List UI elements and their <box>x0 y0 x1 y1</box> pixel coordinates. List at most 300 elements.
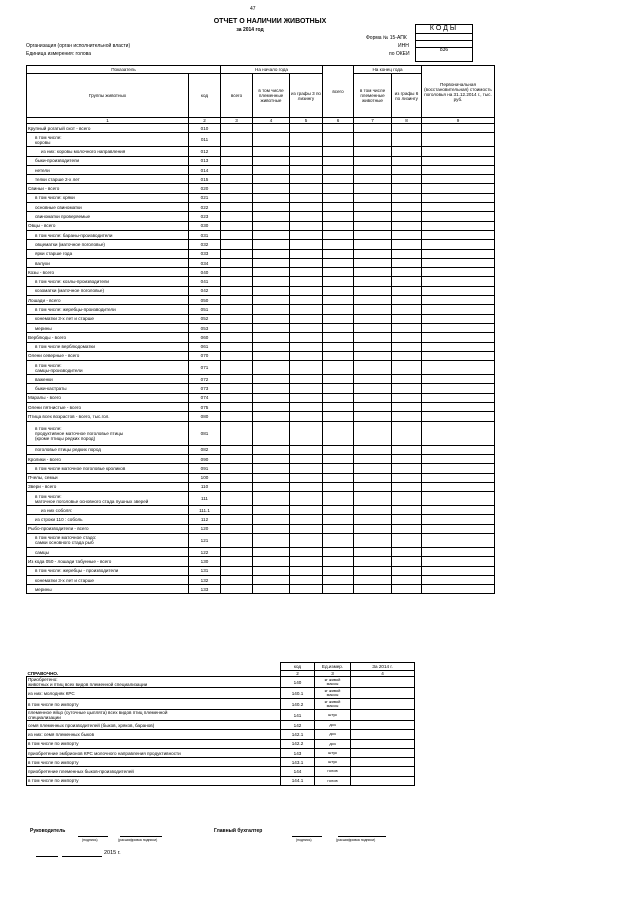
value-cell[interactable] <box>290 473 323 482</box>
value-cell[interactable] <box>392 445 422 454</box>
value-cell[interactable] <box>422 482 495 491</box>
value-cell[interactable] <box>392 193 422 202</box>
value-cell[interactable] <box>290 323 323 332</box>
value-cell[interactable] <box>392 156 422 165</box>
value-cell[interactable] <box>253 585 290 594</box>
value-cell[interactable] <box>392 240 422 249</box>
value-cell[interactable] <box>392 184 422 193</box>
value-cell[interactable] <box>422 305 495 314</box>
value-cell[interactable] <box>323 575 354 584</box>
value-cell[interactable] <box>290 175 323 184</box>
value-cell[interactable] <box>290 412 323 421</box>
value-cell[interactable] <box>354 286 392 295</box>
value-cell[interactable] <box>354 240 392 249</box>
value-cell[interactable] <box>422 445 495 454</box>
value-cell[interactable] <box>290 165 323 174</box>
value-cell[interactable] <box>392 286 422 295</box>
value-cell[interactable] <box>290 230 323 239</box>
value-cell[interactable] <box>323 547 354 556</box>
value-cell[interactable] <box>392 384 422 393</box>
value-cell[interactable] <box>290 351 323 360</box>
ref-value-cell[interactable] <box>351 710 415 721</box>
value-cell[interactable] <box>323 258 354 267</box>
value-cell[interactable] <box>392 492 422 506</box>
value-cell[interactable] <box>221 361 253 375</box>
value-cell[interactable] <box>354 193 392 202</box>
value-cell[interactable] <box>392 393 422 402</box>
value-cell[interactable] <box>323 124 354 133</box>
value-cell[interactable] <box>354 566 392 575</box>
value-cell[interactable] <box>392 412 422 421</box>
value-cell[interactable] <box>290 156 323 165</box>
value-cell[interactable] <box>392 482 422 491</box>
value-cell[interactable] <box>422 258 495 267</box>
value-cell[interactable] <box>354 333 392 342</box>
value-cell[interactable] <box>422 165 495 174</box>
value-cell[interactable] <box>221 412 253 421</box>
value-cell[interactable] <box>392 566 422 575</box>
value-cell[interactable] <box>290 361 323 375</box>
value-cell[interactable] <box>221 421 253 445</box>
value-cell[interactable] <box>323 165 354 174</box>
value-cell[interactable] <box>221 305 253 314</box>
value-cell[interactable] <box>422 342 495 351</box>
value-cell[interactable] <box>323 305 354 314</box>
value-cell[interactable] <box>392 515 422 524</box>
value-cell[interactable] <box>290 133 323 147</box>
value-cell[interactable] <box>392 533 422 547</box>
value-cell[interactable] <box>290 240 323 249</box>
value-cell[interactable] <box>253 249 290 258</box>
value-cell[interactable] <box>422 464 495 473</box>
value-cell[interactable] <box>323 296 354 305</box>
value-cell[interactable] <box>354 473 392 482</box>
value-cell[interactable] <box>354 351 392 360</box>
value-cell[interactable] <box>290 249 323 258</box>
value-cell[interactable] <box>354 133 392 147</box>
value-cell[interactable] <box>221 515 253 524</box>
value-cell[interactable] <box>354 175 392 184</box>
value-cell[interactable] <box>221 506 253 515</box>
value-cell[interactable] <box>354 249 392 258</box>
value-cell[interactable] <box>392 342 422 351</box>
value-cell[interactable] <box>422 212 495 221</box>
value-cell[interactable] <box>221 286 253 295</box>
value-cell[interactable] <box>221 240 253 249</box>
value-cell[interactable] <box>323 277 354 286</box>
value-cell[interactable] <box>354 445 392 454</box>
value-cell[interactable] <box>290 403 323 412</box>
value-cell[interactable] <box>323 421 354 445</box>
value-cell[interactable] <box>392 203 422 212</box>
value-cell[interactable] <box>422 547 495 556</box>
value-cell[interactable] <box>290 212 323 221</box>
value-cell[interactable] <box>392 421 422 445</box>
value-cell[interactable] <box>221 557 253 566</box>
value-cell[interactable] <box>253 323 290 332</box>
value-cell[interactable] <box>392 212 422 221</box>
value-cell[interactable] <box>253 384 290 393</box>
value-cell[interactable] <box>290 124 323 133</box>
value-cell[interactable] <box>323 286 354 295</box>
value-cell[interactable] <box>323 375 354 384</box>
value-cell[interactable] <box>422 575 495 584</box>
value-cell[interactable] <box>253 296 290 305</box>
value-cell[interactable] <box>290 482 323 491</box>
value-cell[interactable] <box>392 403 422 412</box>
value-cell[interactable] <box>323 384 354 393</box>
value-cell[interactable] <box>290 342 323 351</box>
value-cell[interactable] <box>253 533 290 547</box>
value-cell[interactable] <box>221 333 253 342</box>
value-cell[interactable] <box>290 268 323 277</box>
value-cell[interactable] <box>323 361 354 375</box>
value-cell[interactable] <box>290 375 323 384</box>
value-cell[interactable] <box>290 333 323 342</box>
value-cell[interactable] <box>221 175 253 184</box>
value-cell[interactable] <box>392 314 422 323</box>
value-cell[interactable] <box>221 393 253 402</box>
value-cell[interactable] <box>290 533 323 547</box>
value-cell[interactable] <box>392 268 422 277</box>
value-cell[interactable] <box>253 124 290 133</box>
value-cell[interactable] <box>354 454 392 463</box>
value-cell[interactable] <box>392 230 422 239</box>
value-cell[interactable] <box>290 524 323 533</box>
value-cell[interactable] <box>221 203 253 212</box>
value-cell[interactable] <box>290 305 323 314</box>
value-cell[interactable] <box>422 240 495 249</box>
value-cell[interactable] <box>422 454 495 463</box>
value-cell[interactable] <box>392 221 422 230</box>
value-cell[interactable] <box>422 524 495 533</box>
value-cell[interactable] <box>323 314 354 323</box>
value-cell[interactable] <box>290 506 323 515</box>
value-cell[interactable] <box>422 533 495 547</box>
date-day-line[interactable] <box>36 856 58 857</box>
value-cell[interactable] <box>253 258 290 267</box>
value-cell[interactable] <box>354 515 392 524</box>
value-cell[interactable] <box>253 193 290 202</box>
value-cell[interactable] <box>253 375 290 384</box>
value-cell[interactable] <box>323 492 354 506</box>
ref-value-cell[interactable] <box>351 721 415 730</box>
value-cell[interactable] <box>290 566 323 575</box>
value-cell[interactable] <box>221 464 253 473</box>
value-cell[interactable] <box>221 184 253 193</box>
value-cell[interactable] <box>422 203 495 212</box>
ref-value-cell[interactable] <box>351 699 415 710</box>
value-cell[interactable] <box>422 249 495 258</box>
ref-value-cell[interactable] <box>351 758 415 767</box>
value-cell[interactable] <box>422 361 495 375</box>
value-cell[interactable] <box>422 175 495 184</box>
accountant-name-line[interactable] <box>338 836 386 837</box>
value-cell[interactable] <box>354 403 392 412</box>
date-month-line[interactable] <box>62 856 102 857</box>
value-cell[interactable] <box>221 296 253 305</box>
value-cell[interactable] <box>323 333 354 342</box>
value-cell[interactable] <box>422 124 495 133</box>
value-cell[interactable] <box>253 393 290 402</box>
value-cell[interactable] <box>221 566 253 575</box>
value-cell[interactable] <box>253 412 290 421</box>
value-cell[interactable] <box>323 221 354 230</box>
value-cell[interactable] <box>253 268 290 277</box>
value-cell[interactable] <box>253 351 290 360</box>
value-cell[interactable] <box>253 575 290 584</box>
value-cell[interactable] <box>354 212 392 221</box>
value-cell[interactable] <box>221 342 253 351</box>
value-cell[interactable] <box>422 585 495 594</box>
value-cell[interactable] <box>392 175 422 184</box>
value-cell[interactable] <box>323 203 354 212</box>
value-cell[interactable] <box>392 249 422 258</box>
value-cell[interactable] <box>323 515 354 524</box>
value-cell[interactable] <box>323 147 354 156</box>
value-cell[interactable] <box>221 230 253 239</box>
value-cell[interactable] <box>253 286 290 295</box>
value-cell[interactable] <box>422 230 495 239</box>
value-cell[interactable] <box>354 277 392 286</box>
value-cell[interactable] <box>253 333 290 342</box>
value-cell[interactable] <box>392 351 422 360</box>
value-cell[interactable] <box>392 165 422 174</box>
value-cell[interactable] <box>290 221 323 230</box>
value-cell[interactable] <box>422 286 495 295</box>
value-cell[interactable] <box>221 156 253 165</box>
value-cell[interactable] <box>221 124 253 133</box>
value-cell[interactable] <box>323 566 354 575</box>
value-cell[interactable] <box>253 156 290 165</box>
value-cell[interactable] <box>221 147 253 156</box>
value-cell[interactable] <box>253 221 290 230</box>
value-cell[interactable] <box>422 314 495 323</box>
value-cell[interactable] <box>323 445 354 454</box>
value-cell[interactable] <box>422 323 495 332</box>
value-cell[interactable] <box>253 473 290 482</box>
value-cell[interactable] <box>422 375 495 384</box>
value-cell[interactable] <box>354 575 392 584</box>
value-cell[interactable] <box>323 212 354 221</box>
value-cell[interactable] <box>392 258 422 267</box>
value-cell[interactable] <box>221 575 253 584</box>
value-cell[interactable] <box>290 296 323 305</box>
value-cell[interactable] <box>323 412 354 421</box>
value-cell[interactable] <box>253 454 290 463</box>
ref-value-cell[interactable] <box>351 739 415 748</box>
ref-value-cell[interactable] <box>351 677 415 688</box>
value-cell[interactable] <box>253 184 290 193</box>
value-cell[interactable] <box>323 473 354 482</box>
value-cell[interactable] <box>253 557 290 566</box>
value-cell[interactable] <box>253 506 290 515</box>
value-cell[interactable] <box>221 524 253 533</box>
ref-value-cell[interactable] <box>351 730 415 739</box>
value-cell[interactable] <box>253 240 290 249</box>
value-cell[interactable] <box>253 277 290 286</box>
value-cell[interactable] <box>392 557 422 566</box>
value-cell[interactable] <box>354 375 392 384</box>
value-cell[interactable] <box>422 333 495 342</box>
value-cell[interactable] <box>354 492 392 506</box>
value-cell[interactable] <box>392 506 422 515</box>
value-cell[interactable] <box>253 515 290 524</box>
value-cell[interactable] <box>290 314 323 323</box>
accountant-sign-line[interactable] <box>292 836 322 837</box>
value-cell[interactable] <box>392 305 422 314</box>
value-cell[interactable] <box>253 524 290 533</box>
value-cell[interactable] <box>253 305 290 314</box>
value-cell[interactable] <box>354 421 392 445</box>
value-cell[interactable] <box>221 445 253 454</box>
value-cell[interactable] <box>392 464 422 473</box>
value-cell[interactable] <box>323 506 354 515</box>
value-cell[interactable] <box>323 133 354 147</box>
value-cell[interactable] <box>354 314 392 323</box>
value-cell[interactable] <box>422 384 495 393</box>
value-cell[interactable] <box>323 533 354 547</box>
value-cell[interactable] <box>221 165 253 174</box>
value-cell[interactable] <box>221 547 253 556</box>
value-cell[interactable] <box>290 147 323 156</box>
value-cell[interactable] <box>422 351 495 360</box>
value-cell[interactable] <box>422 193 495 202</box>
value-cell[interactable] <box>323 193 354 202</box>
value-cell[interactable] <box>253 133 290 147</box>
value-cell[interactable] <box>221 351 253 360</box>
value-cell[interactable] <box>323 342 354 351</box>
ref-value-cell[interactable] <box>351 748 415 757</box>
value-cell[interactable] <box>290 203 323 212</box>
value-cell[interactable] <box>253 203 290 212</box>
value-cell[interactable] <box>354 361 392 375</box>
value-cell[interactable] <box>323 524 354 533</box>
value-cell[interactable] <box>253 165 290 174</box>
value-cell[interactable] <box>290 445 323 454</box>
value-cell[interactable] <box>323 249 354 258</box>
value-cell[interactable] <box>221 492 253 506</box>
value-cell[interactable] <box>323 268 354 277</box>
value-cell[interactable] <box>253 230 290 239</box>
value-cell[interactable] <box>422 506 495 515</box>
value-cell[interactable] <box>422 156 495 165</box>
value-cell[interactable] <box>221 258 253 267</box>
value-cell[interactable] <box>253 403 290 412</box>
value-cell[interactable] <box>221 473 253 482</box>
value-cell[interactable] <box>354 203 392 212</box>
value-cell[interactable] <box>422 557 495 566</box>
head-name-line[interactable] <box>120 836 162 837</box>
value-cell[interactable] <box>221 314 253 323</box>
value-cell[interactable] <box>221 193 253 202</box>
value-cell[interactable] <box>253 547 290 556</box>
ref-value-cell[interactable] <box>351 776 415 785</box>
value-cell[interactable] <box>422 515 495 524</box>
value-cell[interactable] <box>422 421 495 445</box>
value-cell[interactable] <box>253 492 290 506</box>
value-cell[interactable] <box>221 454 253 463</box>
value-cell[interactable] <box>253 147 290 156</box>
value-cell[interactable] <box>323 156 354 165</box>
value-cell[interactable] <box>392 547 422 556</box>
ref-value-cell[interactable] <box>351 767 415 776</box>
value-cell[interactable] <box>253 464 290 473</box>
value-cell[interactable] <box>253 342 290 351</box>
value-cell[interactable] <box>422 268 495 277</box>
head-sign-line[interactable] <box>78 836 108 837</box>
value-cell[interactable] <box>290 547 323 556</box>
value-cell[interactable] <box>253 175 290 184</box>
value-cell[interactable] <box>290 384 323 393</box>
value-cell[interactable] <box>290 492 323 506</box>
ref-value-cell[interactable] <box>351 688 415 699</box>
value-cell[interactable] <box>253 314 290 323</box>
value-cell[interactable] <box>392 277 422 286</box>
value-cell[interactable] <box>290 421 323 445</box>
value-cell[interactable] <box>253 482 290 491</box>
value-cell[interactable] <box>221 323 253 332</box>
value-cell[interactable] <box>422 412 495 421</box>
value-cell[interactable] <box>221 249 253 258</box>
value-cell[interactable] <box>392 361 422 375</box>
value-cell[interactable] <box>354 524 392 533</box>
value-cell[interactable] <box>290 258 323 267</box>
value-cell[interactable] <box>354 323 392 332</box>
value-cell[interactable] <box>422 492 495 506</box>
value-cell[interactable] <box>354 268 392 277</box>
value-cell[interactable] <box>290 557 323 566</box>
value-cell[interactable] <box>354 221 392 230</box>
value-cell[interactable] <box>392 585 422 594</box>
value-cell[interactable] <box>323 464 354 473</box>
value-cell[interactable] <box>354 557 392 566</box>
value-cell[interactable] <box>354 412 392 421</box>
value-cell[interactable] <box>253 212 290 221</box>
value-cell[interactable] <box>221 212 253 221</box>
value-cell[interactable] <box>354 547 392 556</box>
value-cell[interactable] <box>221 384 253 393</box>
value-cell[interactable] <box>392 124 422 133</box>
value-cell[interactable] <box>290 515 323 524</box>
value-cell[interactable] <box>221 375 253 384</box>
value-cell[interactable] <box>354 585 392 594</box>
value-cell[interactable] <box>290 575 323 584</box>
value-cell[interactable] <box>422 184 495 193</box>
value-cell[interactable] <box>392 454 422 463</box>
value-cell[interactable] <box>290 277 323 286</box>
value-cell[interactable] <box>392 473 422 482</box>
value-cell[interactable] <box>290 393 323 402</box>
value-cell[interactable] <box>290 454 323 463</box>
value-cell[interactable] <box>221 221 253 230</box>
value-cell[interactable] <box>290 193 323 202</box>
value-cell[interactable] <box>422 566 495 575</box>
value-cell[interactable] <box>221 585 253 594</box>
value-cell[interactable] <box>422 296 495 305</box>
value-cell[interactable] <box>354 258 392 267</box>
value-cell[interactable] <box>323 557 354 566</box>
value-cell[interactable] <box>392 524 422 533</box>
value-cell[interactable] <box>323 323 354 332</box>
value-cell[interactable] <box>323 454 354 463</box>
value-cell[interactable] <box>392 323 422 332</box>
value-cell[interactable] <box>253 421 290 445</box>
value-cell[interactable] <box>323 482 354 491</box>
value-cell[interactable] <box>392 296 422 305</box>
value-cell[interactable] <box>323 175 354 184</box>
value-cell[interactable] <box>323 585 354 594</box>
